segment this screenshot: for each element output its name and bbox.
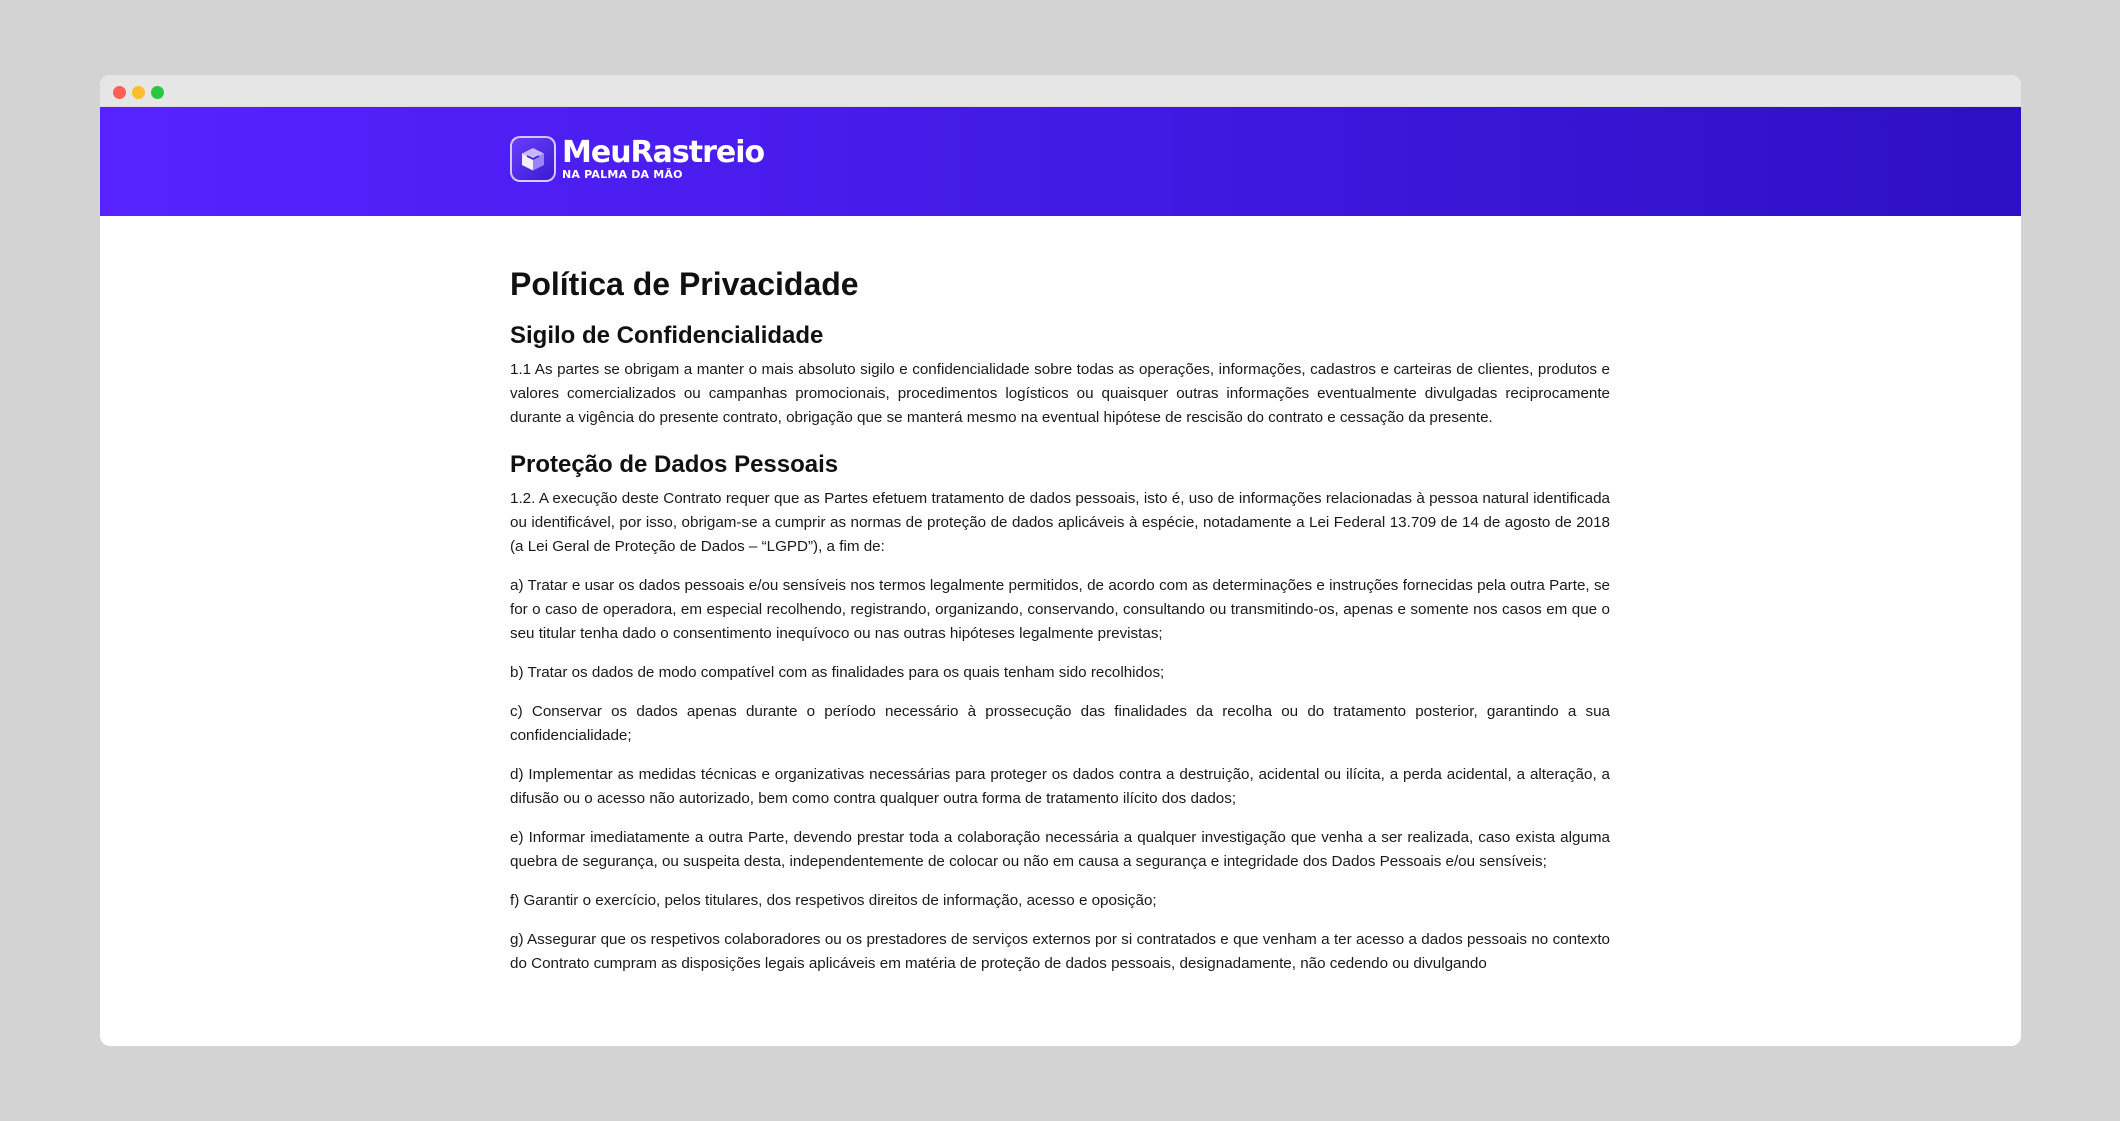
policy-content (510, 236, 1610, 976)
page-title: Política de Privacidade (510, 266, 859, 302)
policy-item-f: f) Garantir o exercício, pelos titulares, dos respetivos direitos de informação, acesso e oposição; (510, 892, 1157, 909)
section-heading-data-protection: Proteção de Dados Pessoais (510, 451, 839, 478)
policy-item-c: c) Conservar os dados apenas durante o período necessário à prossecução das finalidades da recolha ou do tratamento posterior, garantindo a sua confidencialidade; (510, 703, 1610, 744)
minimize-window-button[interactable] (132, 86, 145, 99)
package-box-icon (510, 136, 556, 182)
policy-item-e: e) Informar imediatamente a outra Parte, devendo prestar toda a colaboração necessária a qualquer investigação que venha a ser realizada, caso exista alguma quebra de segurança, ou suspeita desta, independentemente de colocar ou não em causa a segurança e integridade dos Dados Pessoais e/ou sensíveis; (510, 829, 1610, 870)
section-heading-confidentiality: Sigilo de Confidencialidade (510, 322, 824, 349)
close-window-button[interactable] (113, 86, 126, 99)
policy-item-a: a) Tratar e usar os dados pessoais e/ou sensíveis nos termos legalmente permitidos, de acordo com as determinações e instruções fornecidas pela outra Parte, se for o caso de operadora, em especial recolhendo, registrando, organizando, conservando, consultando ou transmitindo-os, apenas e somente nos casos em que o seu titular tenha dado o consentimento inequívoco ou nas outras hipóteses legalmente previstas; (510, 577, 1610, 642)
policy-paragraph: 1.1 As partes se obrigam a manter o mais absoluto sigilo e confidencialidade sobre todas as operações, informações, cadastros e carteiras de clientes, produtos e valores comercializados ou campanhas promocionais, procedimentos logísticos ou quaisquer outras informações eventualmente divulgadas reciprocamente durante a vigência do presente contrato, obrigação que se manterá mesmo na eventual hipótese de rescisão do contrato e cessação da presente. (510, 361, 1610, 426)
site-header (100, 107, 2021, 216)
brand-name: MeuRastreio (562, 135, 765, 170)
policy-item-d: d) Implementar as medidas técnicas e organizativas necessárias para proteger os dados contra a destruição, acidental ou ilícita, a perda acidental, a alteração, a difusão ou o acesso não autorizado, bem como contra qualquer outra forma de tratamento ilícito dos dados; (510, 766, 1610, 807)
policy-item-g: g) Assegurar que os respetivos colaboradores ou os prestadores de serviços externos por si contratados e que venham a ter acesso a dados pessoais no contexto do Contrato cumpram as disposições legais aplicáveis em matéria de proteção de dados pessoais, designadamente, não cedendo ou divulgando (510, 931, 1610, 972)
brand-tagline: NA PALMA DA MÃO (562, 168, 683, 181)
browser-window (100, 75, 2021, 1046)
brand-logo-link[interactable] (510, 136, 764, 182)
maximize-window-button[interactable] (151, 86, 164, 99)
window-titlebar (100, 75, 2021, 107)
policy-paragraph: 1.2. A execução deste Contrato requer que as Partes efetuem tratamento de dados pessoais, isto é, uso de informações relacionadas à pessoa natural identificada ou identificável, por isso, obrigam-se a cumprir as normas de proteção de dados aplicáveis à espécie, notadamente a Lei Federal 13.709 de 14 de agosto de 2018 (a Lei Geral de Proteção de Dados – “LGPD”), a fim de: (510, 490, 1610, 555)
policy-item-b: b) Tratar os dados de modo compatível com as finalidades para os quais tenham sido recolhidos; (510, 664, 1165, 681)
